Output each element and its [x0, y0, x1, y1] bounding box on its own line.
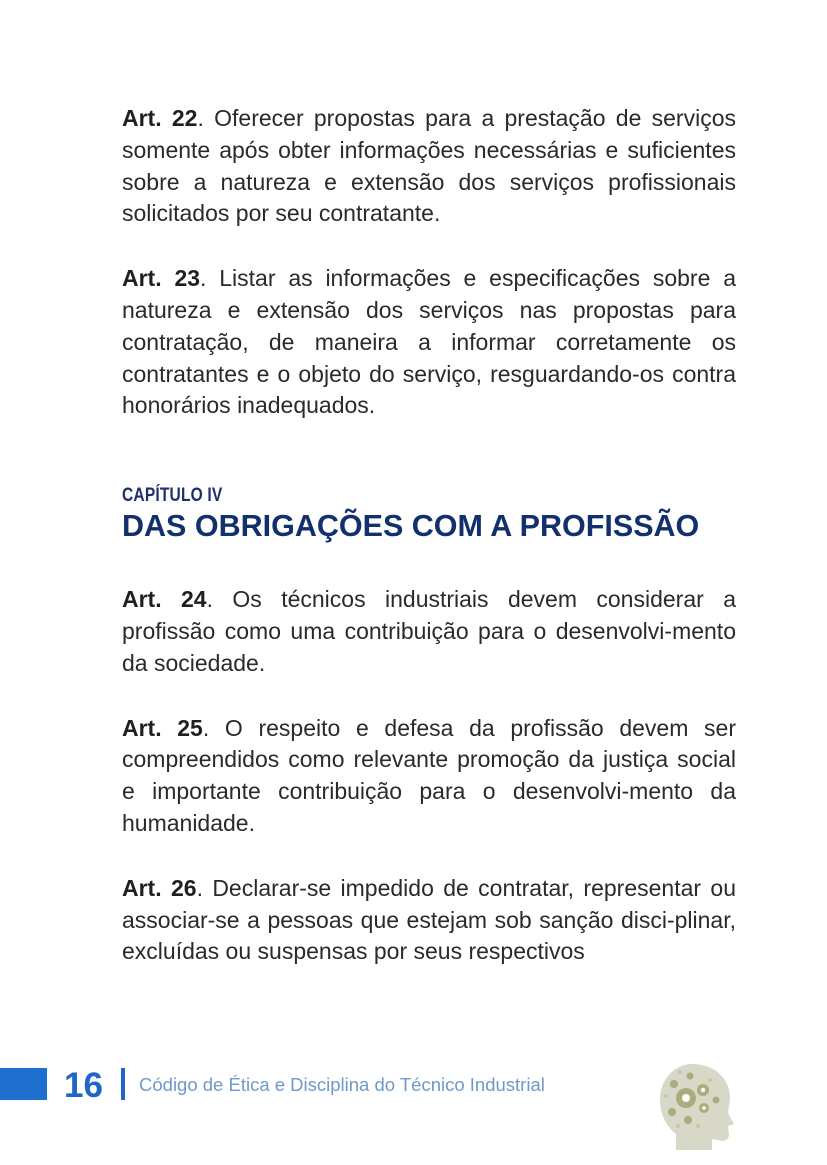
article-text: . Declarar-se impedido de contratar, representar ou associar-se a pessoas que estejam sob sanção disci-plinar, excluídas ou suspensas por seus respectivos	[122, 874, 736, 965]
chapter-heading	[122, 486, 736, 544]
article-22	[122, 103, 736, 230]
head-gears-logo-icon	[654, 1060, 736, 1152]
article-text: . Oferecer propostas para a prestação de serviços somente após obter informações necessárias e suficientes sobre a natureza e extensão dos serviços profissionais solicitados por seu contratante.	[122, 105, 736, 227]
article-text: . O respeito e defesa da profissão devem ser compreendidos como relevante promoção da justiça social e importante contribuição para o desenvolvi-mento da humanidade.	[122, 714, 736, 836]
footer-accent-bar	[0, 1068, 47, 1100]
article-24	[122, 584, 736, 679]
page-number: 16	[64, 1066, 103, 1105]
article-label: Art. 22	[122, 105, 198, 131]
footer-document-title: Código de Ética e Disciplina do Técnico Industrial	[139, 1074, 545, 1095]
article-label: Art. 26	[122, 874, 197, 901]
article-26	[122, 873, 736, 968]
article-label: Art. 25	[122, 714, 203, 741]
article-text: . Os técnicos industriais devem considerar a profissão como uma contribuição para o desenvolvi-mento da sociedade.	[122, 586, 736, 676]
chapter-label: CAPÍTULO IV	[122, 485, 223, 507]
article-text: . Listar as informações e especificações sobre a natureza e extensão dos serviços nas propostas para contratação, de maneira a informar corretamente os contratantes e o objeto do serviço, resguardando-os contra honorários inadequados.	[122, 265, 736, 419]
article-label: Art. 23	[122, 265, 201, 292]
article-25	[122, 713, 736, 840]
chapter-title: DAS OBRIGAÇÕES COM A PROFISSÃO	[122, 509, 700, 544]
article-23	[122, 263, 736, 422]
article-label: Art. 24	[122, 586, 207, 613]
footer-divider	[121, 1068, 125, 1100]
page-footer	[0, 1060, 827, 1160]
page-content	[122, 103, 736, 968]
